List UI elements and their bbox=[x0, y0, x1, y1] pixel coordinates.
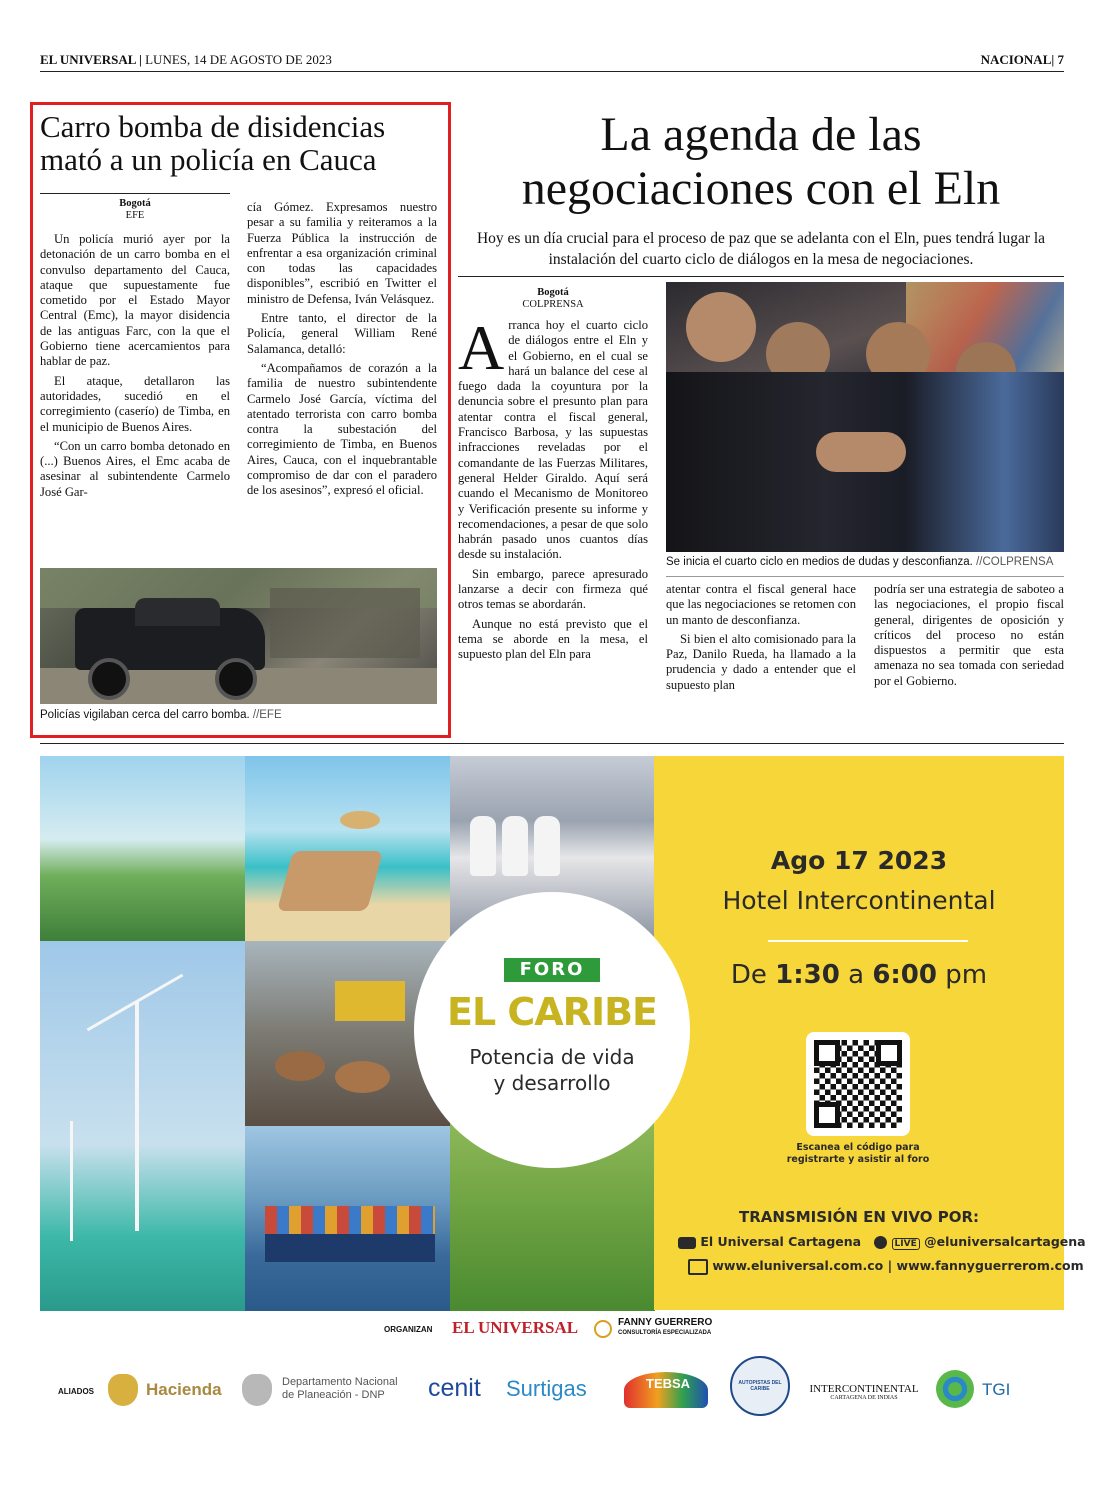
foro-label: FORO bbox=[504, 958, 600, 982]
paragraph: atentar contra el fiscal general hace que las negociaciones se retomen con un manto de desconfianza. bbox=[666, 582, 856, 627]
organizan-label: ORGANIZAN bbox=[384, 1325, 433, 1334]
website-1[interactable]: www.eluniversal.com.co bbox=[712, 1258, 884, 1273]
byline-rule bbox=[40, 193, 230, 194]
landscape-image bbox=[40, 756, 245, 941]
live-title: TRANSMISIÓN EN VIVO POR: bbox=[739, 1208, 979, 1226]
qr-code-icon[interactable] bbox=[806, 1032, 910, 1136]
main-article-col3 bbox=[874, 582, 1064, 693]
ally-name: INTERCONTINENTAL bbox=[809, 1383, 919, 1395]
youtube-icon bbox=[678, 1237, 696, 1249]
beach-image bbox=[245, 756, 450, 941]
main-article-col2 bbox=[666, 582, 856, 697]
event-time bbox=[654, 960, 1064, 990]
paragraph: podría ser una estrategia de saboteo a las negociaciones, el propio fiscal general, dirigentes de oposición y críticos del proceso no están dispuestos a permitir que esta amenaza no sea tomada con seriedad por el Gobierno. bbox=[874, 582, 1064, 688]
tgi-icon bbox=[936, 1370, 974, 1408]
facebook-handle[interactable]: @eluniversalcartagena bbox=[924, 1234, 1086, 1249]
car-bomb-photo bbox=[40, 568, 437, 704]
paragraph: Si bien el alto comisionado para la Paz, Danilo Rueda, ha llamado a la prudencia y dado a entender que el supuesto plan bbox=[666, 631, 856, 692]
page-number: 7 bbox=[1057, 52, 1064, 67]
main-caption bbox=[666, 556, 1064, 568]
aliados-label: ALIADOS bbox=[58, 1387, 94, 1396]
subtitle-line: y desarrollo bbox=[493, 1071, 611, 1095]
live-badge: LIVE bbox=[892, 1238, 920, 1250]
byline-agency: COLPRENSA bbox=[522, 299, 584, 310]
dnp-logo: Departamento Nacional de Planeación - DNP bbox=[282, 1376, 398, 1401]
fanny-guerrero-logo bbox=[618, 1318, 712, 1338]
byline-city: Bogotá bbox=[119, 198, 151, 209]
monitor-icon bbox=[688, 1259, 708, 1275]
paragraph: cía Gómez. Expresamos nuestro pesar a su familia y reiteramos a la Fuerza Pública la instrucción de enfrentar a esa organización criminal con todas las capacidades disponibles”, escribió en Twitter el ministro de Defensa, Iván Velásquez. bbox=[247, 200, 437, 306]
left-article-title: Carro bomba de disidencias mató a un policía en Cauca bbox=[40, 109, 386, 177]
intercontinental-logo bbox=[806, 1383, 922, 1401]
fanny-guerrero-icon bbox=[594, 1320, 612, 1338]
caption-credit: //EFE bbox=[252, 709, 282, 721]
section-name: NACIONAL bbox=[980, 52, 1052, 67]
header-date: LUNES, 14 DE AGOSTO DE 2023 bbox=[145, 52, 332, 67]
ad-top-rule bbox=[40, 743, 1064, 744]
paragraph: “Con un carro bomba detonado en (...) Buenos Aires, el Emc acaba de asesinar al subintendente Carmelo José Gar- bbox=[40, 438, 230, 499]
paragraph: “Acompañamos de corazón a la familia de nuestro subintendente Carmelo José García, víctima del atentado terrorista con carro bomba contra la subestación del corregimiento de Timba, en Buenos Aires, Cauca, con el inquebrantable compromiso de dar con el paradero de los asesinos”, expresó el oficial. bbox=[247, 360, 437, 498]
time-end: 6:00 bbox=[872, 960, 937, 990]
paragraph: Sin embargo, parece apresurado lanzarse a decir con firmeza qué otros temas se abordarán. bbox=[458, 566, 648, 612]
coat-of-arms-icon bbox=[108, 1374, 138, 1406]
left-caption bbox=[40, 709, 440, 721]
main-article-col1 bbox=[458, 312, 648, 667]
qr-text: registrarte y asistir al foro bbox=[786, 1154, 930, 1165]
cenit-logo: cenit bbox=[428, 1374, 481, 1402]
left-byline bbox=[40, 198, 230, 222]
org-name: FANNY GUERRERO bbox=[618, 1317, 713, 1328]
dropcap: A bbox=[458, 312, 505, 383]
foro-subtitle bbox=[424, 1044, 680, 1096]
caption-rule bbox=[666, 576, 1064, 577]
tgi-logo: TGI bbox=[982, 1380, 1011, 1399]
caption-credit: //COLPRENSA bbox=[976, 556, 1054, 568]
paragraph: Entre tanto, el director de la Policía, general William René Salamanca, detalló: bbox=[247, 311, 437, 356]
section-label: NACIONAL| 7 bbox=[980, 52, 1064, 67]
time-suffix: pm bbox=[936, 960, 988, 990]
event-date: Ago 17 2023 bbox=[770, 846, 948, 875]
left-article-col2 bbox=[247, 200, 437, 503]
main-article-title bbox=[458, 108, 1064, 216]
page-header: EL UNIVERSAL | LUNES, 14 DE AGOSTO DE 2023 bbox=[40, 52, 332, 67]
time-mid: a bbox=[839, 960, 873, 990]
youtube-channel[interactable]: El Universal Cartagena bbox=[700, 1234, 862, 1249]
cargo-ship-image bbox=[245, 1126, 450, 1311]
title-line: La agenda de las bbox=[600, 108, 922, 161]
wind-turbine-image bbox=[40, 941, 245, 1311]
dnp-shield-icon bbox=[242, 1374, 272, 1406]
paragraph: El ataque, detallaron las autoridades, sucedió en el corregimiento (caserío) de Timba, en el municipio de Buenos Aires. bbox=[40, 373, 230, 434]
main-byline bbox=[458, 287, 648, 311]
paragraph: rranca hoy el cuarto ciclo de diálogos entre el Eln y el Gobierno, en el cual se hará un balance del cese al fuego dada la coyuntura por la denuncia sobre el presunto plan para atentar contra el fiscal general, Francisco Barbosa, y las supuestas infracciones reveladas por el comandante de las Fuerzas Militares, general Helder Giraldo. Aquí será cuando el Mecanismo de Monitoreo y Verificación presente su informe y recomendaciones, a pesar de que solo habrán pasado unos cuantos días desde su instalación. bbox=[458, 318, 648, 562]
paragraph: Aunque no está previsto que el tema se aborde en la mesa, el supuesto plan del Eln para bbox=[458, 616, 648, 662]
caption-text: Policías vigilaban cerca del carro bomba. bbox=[40, 709, 250, 721]
ally-sub: CARTAGENA DE INDIAS bbox=[830, 1395, 898, 1401]
hacienda-logo: Hacienda bbox=[146, 1380, 222, 1399]
live-channels bbox=[678, 1234, 1086, 1249]
facebook-icon bbox=[874, 1236, 887, 1249]
byline-city: Bogotá bbox=[537, 287, 569, 298]
web-links bbox=[688, 1258, 1084, 1275]
tebsa-logo: TEBSA bbox=[646, 1376, 691, 1391]
autopistas-logo: AUTOPISTAS DEL CARIBE bbox=[738, 1380, 782, 1392]
header-rule bbox=[40, 71, 1064, 72]
qr-instructions bbox=[740, 1142, 976, 1166]
negotiations-photo bbox=[666, 282, 1064, 552]
caption-text: Se inicia el cuarto ciclo en medios de dudas y desconfianza. bbox=[666, 556, 973, 568]
qr-text: Escanea el código para bbox=[796, 1142, 920, 1153]
foro-title: EL CARIBE bbox=[446, 990, 658, 1034]
website-2[interactable]: www.fannyguerrerom.com bbox=[896, 1258, 1084, 1273]
foro-advertisement[interactable] bbox=[40, 756, 1086, 1310]
event-venue: Hotel Intercontinental bbox=[722, 886, 996, 915]
surtigas-logo: Surtigas bbox=[506, 1376, 587, 1401]
time-start: 1:30 bbox=[775, 960, 840, 990]
time-prefix: De bbox=[730, 960, 776, 990]
el-universal-logo: EL UNIVERSAL bbox=[452, 1318, 579, 1337]
divider bbox=[768, 940, 968, 942]
byline-agency: EFE bbox=[125, 210, 145, 221]
paragraph: Un policía murió ayer por la detonación de un carro bomba en el convulso departamento del Cauca, ataque que supuestamente fue cometido por el Estado Mayor Central (Emc), la mayor disidencia de las antiguas Farc, con la que el Gobierno tiene acercamientos para hablar de paz. bbox=[40, 232, 230, 369]
paper-name: EL UNIVERSAL bbox=[40, 52, 136, 67]
subtitle-rule bbox=[458, 276, 1064, 277]
main-article-subtitle: Hoy es un día crucial para el proceso de paz que se adelanta con el Eln, pues tendrá lugar la instalación del cuarto ciclo de diálogos en la mesa de negociaciones. bbox=[476, 230, 1046, 268]
separator: | bbox=[883, 1258, 897, 1273]
subtitle-line: Potencia de vida bbox=[469, 1045, 635, 1069]
org-sub: CONSULTORÍA ESPECIALIZADA bbox=[618, 1330, 712, 1336]
title-line: negociaciones con el Eln bbox=[521, 162, 1001, 215]
left-article-col1 bbox=[40, 232, 230, 504]
